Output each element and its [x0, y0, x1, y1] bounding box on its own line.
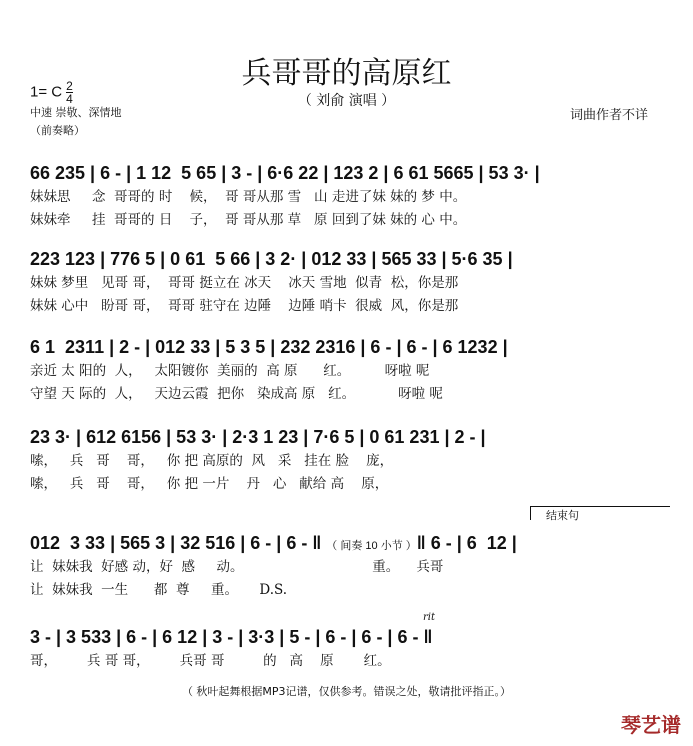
notes-coda: ‖ 6 - | 6 12 | — [416, 533, 517, 553]
site-logo: 琴艺谱 — [621, 713, 681, 737]
lyrics-verse-1: 让 妹妹我 好感 动，好 感 动。 重。 兵哥 — [30, 559, 444, 575]
credit: 词曲作者不详 — [569, 108, 648, 123]
time-num: 2 — [66, 79, 73, 93]
notes-line: 6 1 2311 | 2 - | 012 33 | 5 3 5 | 232 2316 | 6 - | 6 - | 6 1232 | — [30, 337, 508, 357]
staff-row — [30, 160, 662, 232]
key-signature — [30, 80, 73, 105]
lyrics-verse-1: 嗦， 兵 哥 哥， 你 把 高原的 风 采 挂在 脸 庞， — [30, 453, 394, 469]
notes-main: 012 3 33 | 565 3 | 32 516 | 6 - | 6 - ‖ — [30, 533, 327, 553]
time-signature — [66, 80, 73, 105]
staff-row — [30, 530, 662, 602]
lyrics-verse-2: 妹妹牵 挂 哥哥的 日 子， 哥 哥从那 草 原 回到了妹 妹的 心 中。 — [30, 212, 467, 228]
lyrics-verse-1: 哥， 兵 哥 哥， 兵哥 哥 的 高 原 红。 — [30, 653, 391, 669]
time-den: 4 — [66, 92, 73, 106]
key: 1= C — [30, 83, 63, 101]
song-title: 兵哥哥的高原红 — [241, 56, 452, 91]
lyrics-verse-2: 嗦， 兵 哥 哥， 你 把 一片 丹 心 献给 高 原， — [30, 476, 389, 492]
footer-note: （ 秋叶起舞根据MP3记谱，仅供参考。错误之处，敬请批评指正。） — [181, 685, 512, 698]
lyrics-verse-2: 妹妹 心中 盼哥 哥， 哥哥 驻守在 边陲 边陲 哨卡 很威 风，你是那 — [30, 298, 459, 314]
lyrics-verse-1: 亲近 太 阳的 人， 太阳镀你 美丽的 高 原 红。 呀啦 呢 — [30, 363, 430, 379]
lyrics-verse-1: 妹妹思 念 哥哥的 时 候， 哥 哥从那 雪 山 走进了妹 妹的 梦 中。 — [30, 189, 467, 205]
staff-row — [30, 334, 662, 406]
notes-line: 3 - | 3 533 | 6 - | 6 12 | 3 - | 3·3 | 5 - | 6 - | 6 - | 6 - ‖ — [30, 627, 433, 647]
notes-line — [30, 530, 662, 556]
tempo-marking: 中速 崇敬、深情地 — [30, 106, 122, 119]
notes-line: 23 3· | 612 6156 | 53 3· | 2·3 1 23 | 7·6 5 | 0 61 231 | 2 - | — [30, 427, 486, 447]
interlude-note: （ 间奏 10 小节 ） — [326, 540, 417, 552]
coda-bracket: 结束句 — [530, 506, 670, 520]
lyrics-verse-2: 守望 天 际的 人， 天边云霞 把你 染成高 原 红。 呀啦 呢 — [30, 386, 443, 402]
staff-row — [30, 246, 662, 318]
lyrics-verse-2: 让 妹妹我 一生 都 尊 重。 D.S. — [30, 582, 288, 598]
notes-line: 223 123 | 776 5 | 0 61 5 66 | 3 2· | 012 33 | 565 33 | 5·6 35 | — [30, 249, 513, 269]
notes-line: 66 235 | 6 - | 1 12 5 65 | 3 - | 6·6 22 | 123 2 | 6 61 5665 | 53 3· | — [30, 163, 540, 183]
staff-row — [30, 424, 662, 496]
ritardando-marking: rit — [423, 612, 435, 623]
prelude-note: （前奏略） — [30, 124, 85, 137]
lyrics-verse-1: 妹妹 梦里 见哥 哥， 哥哥 挺立在 冰天 冰天 雪地 似青 松，你是那 — [30, 275, 459, 291]
staff-row — [30, 624, 662, 673]
singer: （ 刘俞 演唱 ） — [297, 93, 396, 109]
